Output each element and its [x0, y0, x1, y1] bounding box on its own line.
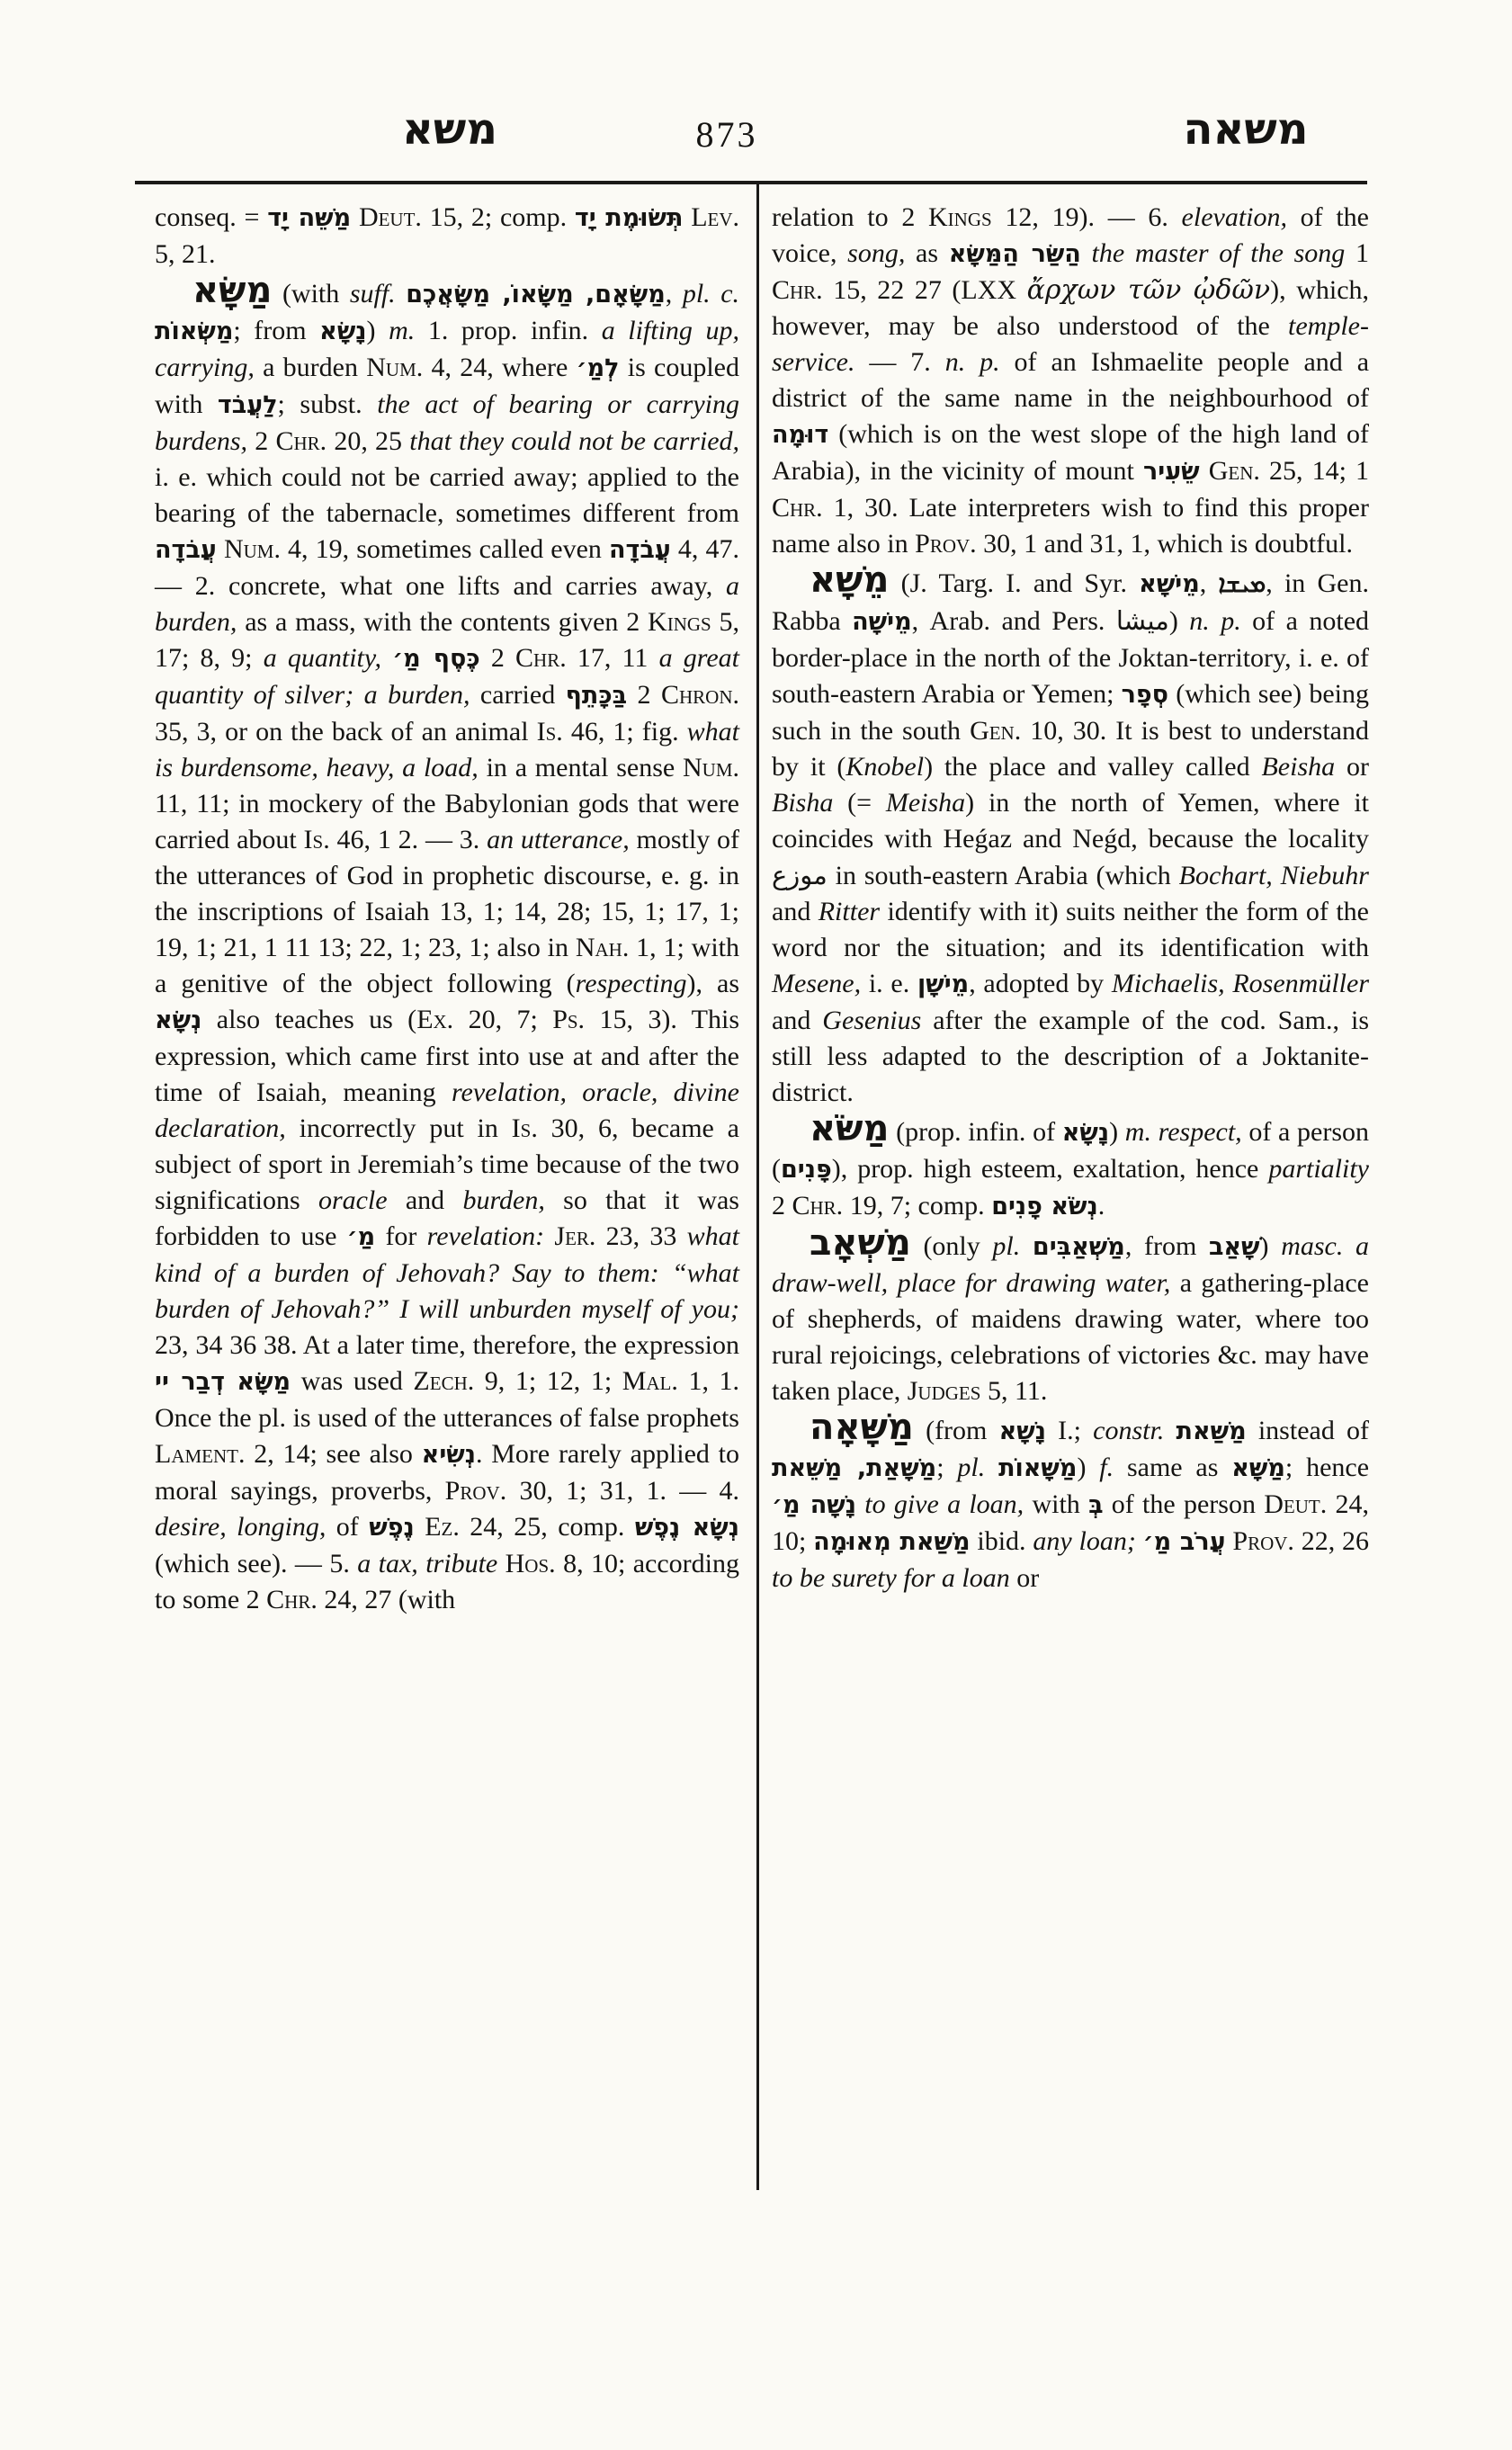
text-segment: pl.	[957, 1453, 986, 1482]
text-segment: same as	[1114, 1453, 1232, 1482]
text-segment: with	[1024, 1489, 1089, 1519]
text-segment: in south-eastern Arabia (which	[827, 861, 1179, 890]
text-segment: 2	[247, 426, 276, 456]
text-segment: (which see) being such in the south	[772, 679, 1369, 746]
text-segment: relation to 2	[772, 202, 928, 232]
text-segment: (with	[272, 279, 350, 308]
text-segment: 2	[772, 1191, 792, 1221]
text-segment: מַשָּׁאוֹת	[998, 1454, 1078, 1482]
text-segment: Ex.	[416, 1005, 454, 1034]
left-catchword: משא	[401, 104, 498, 155]
text-segment: Num.	[682, 753, 739, 782]
text-segment: 17, 11	[566, 643, 659, 673]
text-segment	[683, 202, 691, 232]
text-segment: 4, 24, where	[423, 353, 577, 382]
text-segment: ) in the north of Yemen, where it coincides with Heǵaz and Neǵd, because the locality	[772, 788, 1369, 854]
text-segment: מַשַּׁאת	[1176, 1417, 1247, 1445]
text-segment: Gen.	[970, 716, 1022, 746]
text-segment: 12, 19). — 6.	[991, 202, 1182, 232]
entry-paragraph	[772, 200, 1369, 562]
text-segment: ibid.	[970, 1526, 1033, 1556]
text-segment: mostly of the utterances of God in prophetic discourse, e. g. in the inscriptions of Isaiah 13, 1; 14, 28; 15, 1; 17, 1; 19, 1; 21, 1 11 13; 22, 1; 23, 1; also in	[155, 825, 739, 962]
text-segment: was used	[291, 1366, 414, 1396]
text-segment: Is.	[511, 1113, 538, 1143]
text-segment: נְשִׂיא	[421, 1441, 476, 1469]
text-segment: Michaelis, Rosenmüller	[1111, 969, 1369, 998]
text-segment: incorrectly put in	[285, 1113, 512, 1143]
text-segment: 24, 10;	[772, 1489, 1370, 1556]
text-segment: the act of bearing or carrying burdens,	[155, 389, 739, 456]
text-segment: )	[1109, 1117, 1125, 1147]
text-segment: m.	[389, 316, 416, 345]
text-segment: a tax, tribute	[357, 1549, 498, 1578]
text-segment: Jer.	[554, 1221, 596, 1251]
text-segment: שָׁאַב	[1208, 1233, 1260, 1261]
text-segment: Chr.	[792, 1191, 844, 1221]
text-segment: נְשָׂא	[155, 1006, 202, 1034]
text-segment: מֵישָׁא	[1139, 570, 1200, 598]
entry-paragraph	[772, 1409, 1369, 1596]
text-segment: Deut.	[358, 202, 422, 232]
text-segment: מַ׳	[346, 1223, 376, 1251]
text-segment: שֵׂעִיר	[1142, 458, 1200, 486]
text-segment: ; subst.	[277, 389, 378, 419]
text-segment	[1020, 1231, 1033, 1261]
text-segment: )	[1168, 606, 1190, 636]
text-segment: Chr.	[266, 1585, 318, 1614]
text-segment	[1081, 238, 1092, 268]
text-segment: Nah.	[575, 933, 630, 962]
text-segment: מַשָּׁאַת, מַשֵּׁאת	[772, 1454, 937, 1482]
text-segment: of an Ishmaelite people and a district of the same name in the neighbourhood of	[772, 347, 1370, 413]
text-segment: 46, 1 2. — 3.	[329, 825, 488, 854]
text-segment: 23, 33	[595, 1221, 687, 1251]
text-segment: מַשַּׁאת מְאוּמָה	[813, 1528, 971, 1556]
text-segment: 1	[1345, 238, 1370, 268]
text-segment: (only	[910, 1231, 993, 1261]
text-segment: Is.	[536, 717, 563, 747]
text-segment: Chr.	[275, 426, 327, 456]
text-segment: Kings	[648, 607, 711, 637]
header-rule	[135, 181, 1367, 184]
text-segment: — 7.	[854, 347, 945, 377]
text-segment: the master of the song	[1091, 238, 1346, 268]
text-segment: 30, 1 and 31, 1, which is doubtful.	[976, 529, 1353, 559]
text-segment: a great quantity of silver; a burden,	[155, 643, 739, 710]
text-segment: Chr.	[772, 493, 823, 523]
text-segment: and	[772, 1006, 823, 1035]
text-segment: )	[1077, 1453, 1100, 1482]
text-segment: ,	[1199, 568, 1219, 598]
text-segment: f.	[1099, 1453, 1114, 1482]
text-segment: burden,	[462, 1185, 545, 1215]
entry-paragraph	[772, 1222, 1369, 1409]
text-segment: 35, 3, or on the back of an animal	[155, 717, 537, 747]
entry-paragraph	[772, 1108, 1369, 1225]
text-segment	[217, 534, 224, 564]
text-segment: a gathering-place of shepherds, of maidens drawing water, where too rural rejoicings, celebrations of victories &c. may have taken place,	[772, 1268, 1369, 1406]
hebrew-headword: מַשְׁאָב	[810, 1222, 911, 1264]
text-segment: revelation:	[426, 1221, 545, 1251]
text-segment: is coupled with	[155, 353, 739, 419]
text-segment: as	[905, 238, 949, 268]
text-segment: 1, 1; with a genitive of the object following (	[155, 933, 740, 998]
text-segment: suff.	[349, 279, 396, 308]
right-column	[772, 200, 1369, 1596]
text-segment: revelation, oracle, divine declaration,	[155, 1077, 739, 1143]
entry-paragraph	[155, 270, 740, 1618]
text-segment: עֲבֹדָה	[609, 536, 671, 564]
text-segment: Mesene,	[772, 969, 862, 998]
text-segment: or	[1335, 752, 1369, 782]
text-segment: 24, 27 (with	[317, 1585, 456, 1614]
text-segment: 46, 1; fig.	[562, 717, 687, 747]
text-segment: . More rarely applied to moral sayings, proverbs,	[155, 1439, 740, 1506]
text-segment: conseq. =	[155, 202, 268, 232]
text-segment: 11, 11; in mockery of the Babylonian gods that were carried about	[155, 789, 739, 854]
text-segment: 15, 22 27 (LXX	[822, 275, 1027, 305]
text-segment: נָשָׂא	[1061, 1119, 1110, 1147]
text-segment: partiality	[1268, 1154, 1369, 1184]
text-segment: 1, 30. Late interpreters wish to find this proper name also in	[772, 493, 1369, 559]
text-segment: to give a loan,	[864, 1489, 1024, 1519]
text-segment: ), as	[686, 969, 739, 998]
text-segment: מַשְׁאַבִּים	[1032, 1233, 1125, 1261]
text-segment: לְמַ׳	[576, 354, 620, 382]
text-segment: 20, 25	[327, 426, 410, 456]
text-segment: of a person (	[772, 1117, 1369, 1184]
text-segment	[1200, 456, 1209, 486]
text-segment: ; from	[233, 316, 320, 345]
text-segment: 5, 21.	[155, 239, 216, 269]
text-segment: כֶּסֶף מַ׳	[392, 645, 480, 673]
text-segment: also teaches us (	[201, 1005, 417, 1034]
text-segment: after the example of the cod. Sam., is still less adapted to the description of a Joktanite-district.	[772, 1006, 1369, 1107]
text-segment: 23, 34 36 38. At a later time, therefore, the expression	[155, 1330, 739, 1360]
text-segment: מַשָּׂא דְבַר יי	[155, 1368, 291, 1396]
text-segment: i. e. which could not be carried away; applied to the bearing of the tabernacle, sometimes different from	[155, 462, 739, 528]
text-segment: 2	[627, 680, 661, 710]
text-segment: מַשָּׂאָם, מַשָּׂאוֹ, מַשָּׂאֲכֶם	[406, 281, 666, 308]
hebrew-headword: מֵשָׁא	[810, 559, 890, 601]
text-segment: תְּשׂוּמֶת יָד	[574, 204, 684, 232]
text-segment: elevation,	[1181, 202, 1287, 232]
text-segment: 24, 25, comp.	[459, 1512, 635, 1542]
text-segment	[1164, 1416, 1176, 1445]
text-segment: and	[772, 897, 819, 926]
text-segment: Bochart, Niebuhr	[1178, 861, 1369, 890]
text-segment: מַשֵּׁה יָד	[267, 204, 352, 232]
text-segment	[396, 279, 407, 308]
text-segment: Num.	[366, 353, 424, 382]
text-segment: Num.	[223, 534, 281, 564]
text-segment: 19, 7; comp.	[843, 1191, 992, 1221]
text-segment: as a mass, with the contents given 2	[237, 607, 649, 637]
text-segment: Meisha	[885, 788, 966, 818]
text-segment: instead of	[1246, 1416, 1369, 1445]
text-segment: נֶפֶשׁ	[369, 1514, 415, 1542]
text-segment: ἄρχων τῶν ᾠδῶν	[1026, 274, 1271, 306]
text-segment: Deut.	[1264, 1489, 1328, 1519]
text-segment: בַּכָּתֵף	[565, 682, 628, 710]
text-segment: respecting	[575, 969, 687, 998]
text-segment: Prov.	[1232, 1526, 1294, 1556]
text-segment: Gesenius	[822, 1006, 922, 1035]
text-segment: (prop. infin. of	[889, 1117, 1062, 1147]
hebrew-headword: מַשֹּׂא	[810, 1108, 890, 1149]
text-segment: موزع	[772, 860, 828, 890]
page-number: 873	[695, 114, 758, 155]
text-segment: what kind of a burden of Jehovah? Say to them: “what burden of Jehovah?” I will unburden myself of you;	[155, 1221, 740, 1324]
text-segment: any loan;	[1033, 1526, 1136, 1556]
text-segment: (J. Targ. I. and Syr.	[889, 568, 1140, 598]
text-segment: Gen.	[1208, 456, 1260, 486]
text-segment: עֲבֹדָה	[155, 536, 217, 564]
text-segment: 30, 1; 31, 1. — 4.	[506, 1476, 739, 1506]
text-segment: Prov.	[915, 529, 977, 559]
text-segment: ), prop. high esteem, exaltation, hence	[831, 1154, 1269, 1184]
text-segment: ܡܝܫܐ	[1218, 570, 1266, 598]
text-segment: מֵישָׁה	[852, 608, 912, 636]
text-segment: 10, 30. It is best to understand by it (	[772, 716, 1369, 782]
text-segment: a lifting up, carrying,	[155, 316, 739, 382]
text-segment: m. respect,	[1124, 1117, 1242, 1147]
text-segment: a burden	[254, 353, 367, 382]
text-segment: oracle	[318, 1185, 388, 1215]
text-segment: )	[1259, 1231, 1282, 1261]
text-segment: 1, 1. Once the pl. is used of the utterances of false prophets	[155, 1366, 740, 1433]
text-segment: לַעֲבֹד	[217, 391, 278, 419]
text-segment: I.;	[1045, 1416, 1094, 1445]
text-segment: Hos.	[505, 1549, 556, 1578]
text-segment	[351, 202, 359, 232]
text-segment: Mal.	[622, 1366, 678, 1396]
text-segment: 4, 47. — 2. concrete, what one lifts and carries away,	[155, 534, 740, 601]
text-segment: carried	[470, 680, 566, 710]
text-segment: (=	[833, 788, 886, 818]
text-segment: that they could not be carried,	[409, 426, 740, 456]
text-segment: 8, 10; according to some 2	[155, 1549, 739, 1614]
text-segment: 1. prop. infin.	[415, 316, 602, 345]
text-segment: Lev.	[691, 202, 740, 232]
text-segment: , in Gen. Rabba	[772, 568, 1369, 636]
text-segment	[381, 643, 392, 673]
text-segment: Zech.	[413, 1366, 475, 1396]
text-segment: in a mental sense	[478, 753, 683, 782]
text-segment: a quantity,	[263, 643, 382, 673]
text-segment: to be surety for a loan	[772, 1563, 1010, 1593]
text-segment: 20, 7;	[453, 1005, 553, 1034]
text-segment: what is burdensome, heavy, a load,	[155, 717, 739, 782]
text-segment: מַשְּׂאוֹת	[155, 317, 234, 345]
text-segment: of the person	[1103, 1489, 1265, 1519]
text-segment	[415, 1512, 425, 1542]
text-segment: Knobel	[845, 752, 925, 782]
text-segment: and	[387, 1185, 463, 1215]
text-segment: or	[1009, 1563, 1040, 1593]
text-segment: 4, 19, sometimes called even	[280, 534, 609, 564]
column-divider	[756, 184, 759, 2190]
text-segment	[1136, 1526, 1143, 1556]
text-segment: ; hence	[1284, 1453, 1370, 1482]
text-segment: of the voice,	[772, 202, 1369, 268]
text-segment: , adopted by	[969, 969, 1112, 998]
text-segment: נְשָׂא נֶפֶשׁ	[634, 1514, 740, 1542]
text-segment: סְפָר	[1121, 681, 1169, 709]
text-segment: n. p.	[944, 347, 1000, 377]
text-segment: Judges	[907, 1376, 981, 1406]
text-segment: Ritter	[818, 897, 881, 926]
text-segment: 5, 11.	[980, 1376, 1048, 1406]
text-segment: (from	[913, 1416, 999, 1445]
text-segment: פָּנִים	[781, 1156, 832, 1184]
text-segment: 2	[479, 643, 516, 673]
text-segment: ميشا	[1115, 605, 1169, 636]
text-segment: 5, 17; 8, 9;	[155, 607, 740, 673]
text-segment	[497, 1549, 505, 1578]
text-segment: n. p.	[1189, 606, 1241, 636]
text-segment: מֵישָׁן	[917, 970, 970, 998]
text-segment	[985, 1453, 998, 1482]
text-segment: 15, 3). This expression, which came first into use at and after the time of Isaiah, meaning	[155, 1005, 739, 1107]
text-segment: נָשָׁא	[998, 1417, 1046, 1445]
text-segment: Chron.	[661, 680, 740, 710]
text-segment: נְשֹׂא פָנִים	[991, 1193, 1098, 1221]
left-column	[155, 200, 739, 1618]
text-segment: (which is on the west slope of the high land of Arabia), in the vicinity of mount	[772, 419, 1369, 486]
text-segment: a burden,	[155, 571, 739, 637]
text-segment: Ps.	[552, 1005, 586, 1034]
text-segment	[856, 1489, 864, 1519]
text-segment: הַשַּׂר הַמַּשָּׂא	[948, 240, 1081, 268]
text-segment: Chr.	[515, 643, 567, 673]
text-segment: masc. a draw-well, place for drawing water,	[772, 1231, 1369, 1298]
text-segment: pl.	[992, 1231, 1021, 1261]
text-segment: Ez.	[425, 1512, 460, 1542]
text-segment: an utterance,	[487, 825, 630, 854]
text-segment: Chr.	[772, 275, 823, 305]
text-segment: 25, 14; 1	[1259, 456, 1369, 486]
hebrew-headword: מַשָּׂא	[192, 270, 273, 311]
text-segment: )	[366, 316, 389, 345]
text-segment: so that it was forbidden to use	[155, 1185, 739, 1251]
text-segment: song,	[847, 238, 906, 268]
text-segment: 15, 2; comp.	[421, 202, 575, 232]
text-segment: ;	[936, 1453, 958, 1482]
text-segment: 30, 6, became a subject of sport in Jeremiah’s time because of the two significations	[155, 1113, 739, 1215]
text-segment: 22, 26	[1293, 1526, 1370, 1556]
text-segment: ), which, however, may be also understood of the	[772, 275, 1370, 341]
text-segment: for	[375, 1221, 427, 1251]
text-segment: בְּ	[1088, 1491, 1104, 1519]
right-catchword: משאה	[1183, 104, 1309, 155]
text-segment: נָשָׁה מַ׳	[772, 1491, 856, 1519]
text-segment: pl. c.	[682, 279, 740, 308]
text-segment	[544, 1221, 554, 1251]
text-segment: 9, 1; 12, 1;	[474, 1366, 622, 1396]
text-segment: עֲרֹב מַ׳	[1142, 1528, 1226, 1556]
text-segment: ) the place and valley called	[924, 752, 1262, 782]
text-segment: identify with it) suits neither the form of the word nor the situation; and its identification with	[772, 897, 1369, 962]
text-segment: desire, longing,	[155, 1512, 327, 1542]
text-segment: Bisha	[772, 788, 834, 818]
text-segment: נָשָׂא	[319, 317, 367, 345]
text-segment: Lament.	[155, 1439, 246, 1469]
text-segment: Prov.	[444, 1476, 507, 1506]
text-segment: ,	[665, 279, 683, 308]
text-segment: , Arab. and Pers.	[911, 606, 1116, 636]
text-segment: of	[326, 1512, 370, 1542]
text-segment: Beisha	[1261, 752, 1336, 782]
text-segment: מַשָּׁא	[1231, 1454, 1285, 1482]
text-segment: 2, 14; see also	[245, 1439, 422, 1469]
text-segment: , from	[1124, 1231, 1209, 1261]
text-segment: .	[1097, 1191, 1105, 1221]
text-segment: Kings	[928, 202, 992, 232]
text-segment: of a noted border-place in the north of the Joktan-territory, i. e. of south-eastern Arabia or Yemen;	[772, 606, 1370, 709]
text-segment: temple-service.	[772, 311, 1369, 377]
entry-paragraph	[772, 559, 1370, 1111]
text-segment: דוּמָה	[772, 421, 829, 449]
text-segment: constr.	[1093, 1416, 1165, 1445]
text-segment: (which see). — 5.	[155, 1549, 358, 1578]
text-segment: i. e.	[861, 969, 917, 998]
text-segment: Is.	[303, 825, 330, 854]
hebrew-headword: מַשָּׁאָה	[810, 1407, 914, 1448]
entry-paragraph	[155, 200, 739, 273]
